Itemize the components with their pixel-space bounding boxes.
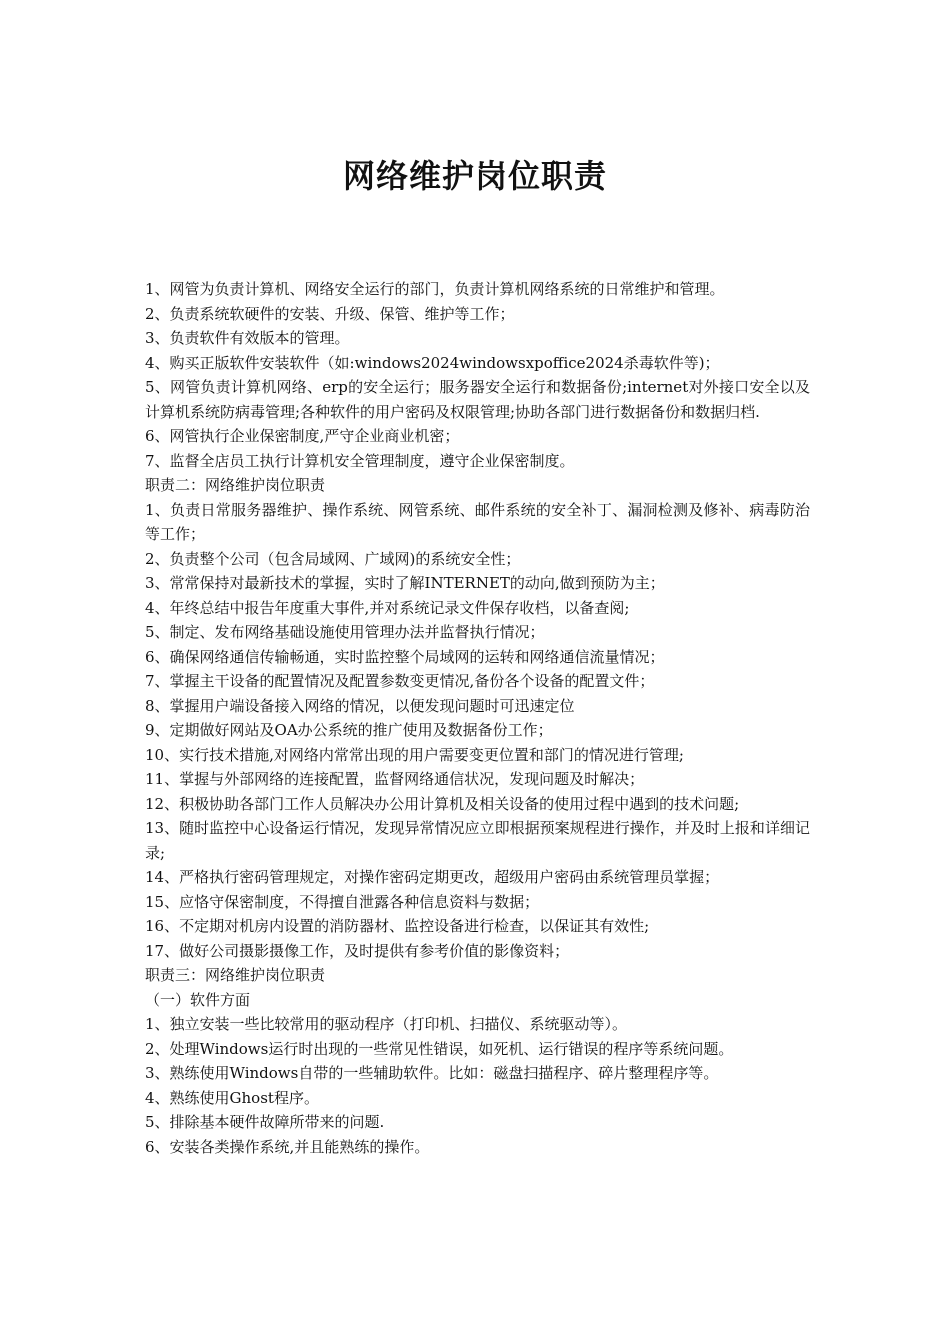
list-item: 5、网管负责计算机网络、erp的安全运行；服务器安全运行和数据备份;internet对外接口安全以及计算机系统防病毒管理;各种软件的用户密码及权限管理;协助各部门进行数据备份和数据归档. (145, 378, 810, 421)
list-item: 16、不定期对机房内设置的消防器材、监控设备进行检查，以保证其有效性; (145, 917, 650, 935)
list-item: 8、掌握用户端设备接入网络的情况，以便发现问题时可迅速定位 (145, 696, 575, 715)
list-item: 3、负责软件有效版本的管理。 (145, 329, 350, 347)
list-item: 2、处理Windows运行时出现的一些常见性错误，如死机、运行错误的程序等系统问题。 (145, 1039, 734, 1058)
list-item: 6、确保网络通信传输畅通，实时监控整个局域网的运转和网络通信流量情况； (145, 647, 665, 666)
list-item: 14、严格执行密码管理规定，对操作密码定期更改，超级用户密码由系统管理员掌握； (145, 868, 720, 886)
list-item: 9、定期做好网站及OA办公系统的推广使用及数据备份工作； (145, 721, 553, 739)
list-item: 4、购买正版软件安装软件（如:windows2024windowsxpoffice2024杀毒软件等)； (145, 353, 720, 372)
list-item: 17、做好公司摄影摄像工作，及时提供有参考价值的影像资料； (145, 941, 570, 960)
list-item: 13、随时监控中心设备运行情况，发现异常情况应立即根据预案规程进行操作，并及时上报和详细记录; (145, 819, 810, 862)
list-item: 15、应恪守保密制度，不得擅自泄露各种信息资料与数据； (145, 892, 540, 911)
list-item: 2、负责整个公司（包含局域网、广域网)的系统安全性； (145, 549, 521, 568)
list-item: 1、独立安装一些比较常用的驱动程序（打印机、扫描仪、系统驱动等）。 (145, 1015, 628, 1033)
list-item: 2、负责系统软硬件的安装、升级、保管、维护等工作； (145, 304, 515, 323)
list-item: 5、排除基本硬件故障所带来的问题. (145, 1113, 385, 1131)
list-item: 1、负责日常服务器维护、操作系统、网管系统、邮件系统的安全补丁、漏洞检测及修补、病毒防治等工作； (145, 500, 810, 543)
list-item: 6、安装各类操作系统,并且能熟练的操作。 (145, 1137, 430, 1156)
list-item: 4、年终总结中报告年度重大事件,并对系统记录文件保存收档，以备查阅; (145, 598, 630, 617)
list-item: 1、网管为负责计算机、网络安全运行的部门，负责计算机网络系统的日常维护和管理。 (145, 280, 725, 298)
subsection-heading: （一）软件方面 (145, 990, 251, 1009)
list-item: 5、制定、发布网络基础设施使用管理办法并监督执行情况； (145, 623, 545, 641)
list-item: 11、掌握与外部网络的连接配置，监督网络通信状况，发现问题及时解决； (145, 770, 645, 788)
list-item: 7、掌握主干设备的配置情况及配置参数变更情况,备份各个设备的配置文件； (145, 672, 655, 690)
list-item: 4、熟练使用Ghost程序。 (145, 1088, 319, 1107)
document-body (145, 277, 810, 1159)
section-heading: 职责三：网络维护岗位职责 (145, 966, 326, 984)
list-item: 3、熟练使用Windows自带的一些辅助软件。比如：磁盘扫描程序、碎片整理程序等。 (145, 1064, 719, 1082)
list-item: 3、常常保持对最新技术的掌握，实时了解INTERNET的动向,做到预防为主； (145, 574, 665, 592)
list-item: 6、网管执行企业保密制度,严守企业商业机密； (145, 427, 460, 445)
list-item: 12、积极协助各部门工作人员解决办公用计算机及相关设备的使用过程中遇到的技术问题; (145, 794, 740, 813)
page-title: 网络维护岗位职责 (342, 157, 607, 195)
section-heading: 职责二：网络维护岗位职责 (145, 476, 326, 494)
list-item: 7、监督全店员工执行计算机安全管理制度，遵守企业保密制度。 (145, 451, 575, 470)
list-item: 10、实行技术措施,对网络内常常出现的用户需要变更位置和部门的情况进行管理; (145, 745, 684, 764)
